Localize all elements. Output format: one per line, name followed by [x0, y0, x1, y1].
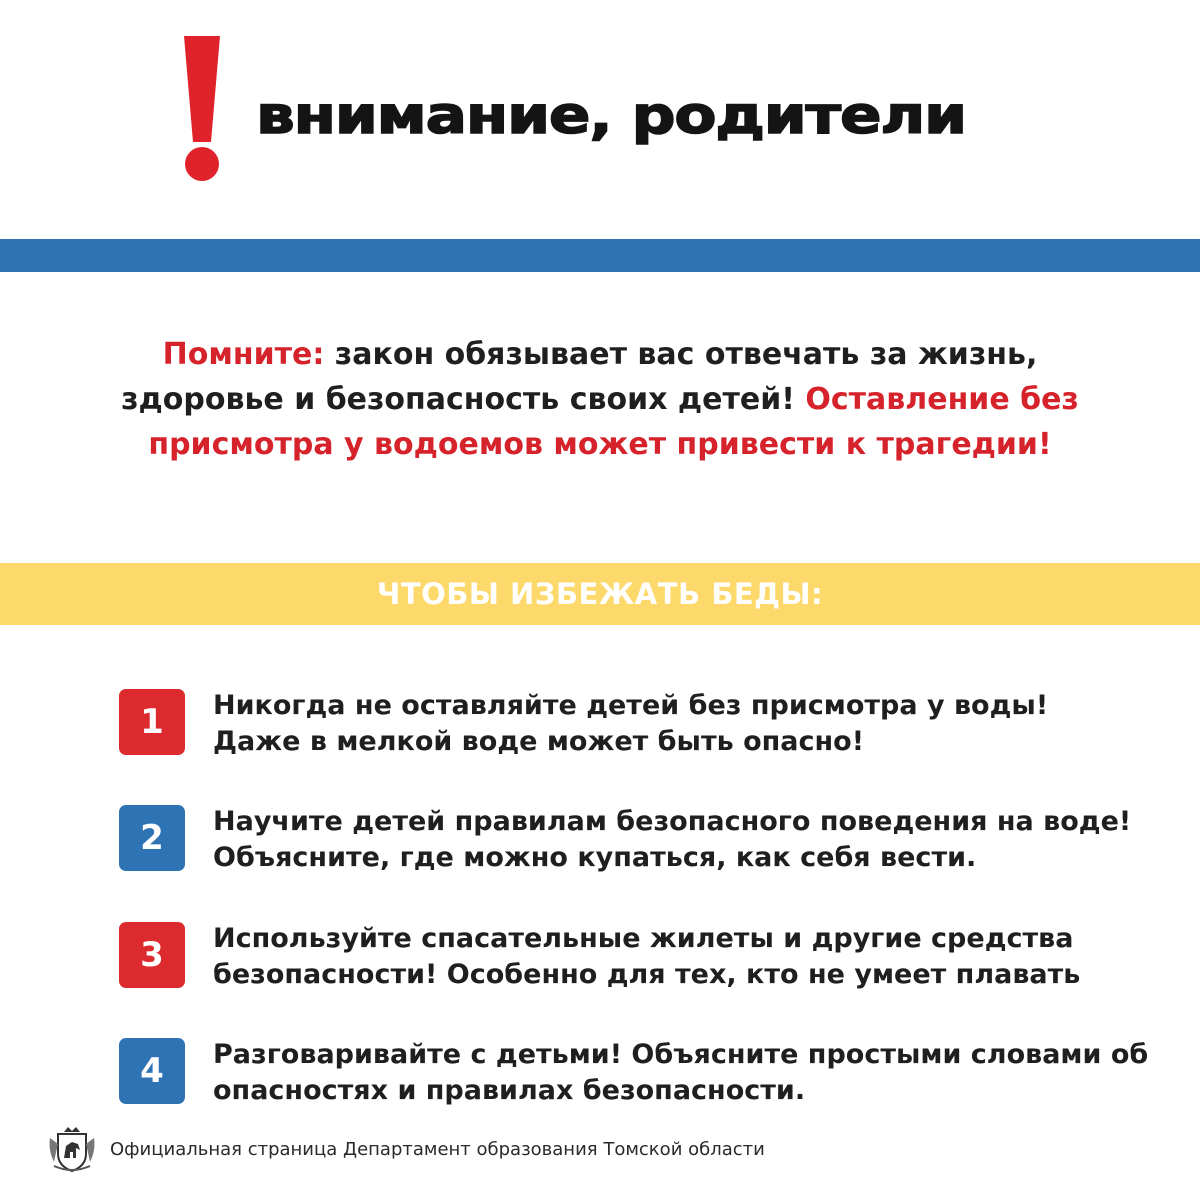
intro-warning: Оставление без присмотра у водоемов может привести к трагедии!	[148, 382, 1079, 462]
section-banner-label: ЧТОБЫ ИЗБЕЖАТЬ БЕДЫ:	[376, 577, 824, 611]
item-line: Разговаривайте с детьми! Объясните простыми словами об	[213, 1039, 1149, 1070]
blue-divider	[0, 239, 1200, 272]
list-item	[119, 688, 1179, 760]
item-line: Объясните, где можно купаться, как себя вести.	[213, 842, 977, 873]
item-number-badge: 1	[119, 689, 185, 755]
item-line: Даже в мелкой воде может быть опасно!	[213, 726, 865, 757]
item-number-badge: 4	[119, 1038, 185, 1104]
exclamation-icon	[180, 34, 224, 184]
item-number-badge: 2	[119, 805, 185, 871]
section-banner	[0, 563, 1200, 625]
item-line: Никогда не оставляйте детей без присмотра у воды!	[213, 690, 1049, 721]
list-item	[119, 1037, 1179, 1109]
item-text	[213, 1037, 1148, 1109]
footer	[46, 1124, 765, 1174]
item-text	[213, 688, 1048, 760]
intro-paragraph	[100, 332, 1100, 467]
item-line: Научите детей правилам безопасного поведения на воде!	[213, 806, 1132, 837]
page-title: внимание, родители	[256, 86, 966, 146]
item-text	[213, 804, 1131, 876]
item-number-badge: 3	[119, 922, 185, 988]
list-item	[119, 804, 1179, 876]
footer-text: Официальная страница Департамент образования Томской области	[110, 1138, 765, 1160]
item-line: Используйте спасательные жилеты и другие средства	[213, 923, 1074, 954]
item-line: безопасности! Особенно для тех, кто не умеет плавать	[213, 959, 1081, 990]
intro-lead: Помните:	[162, 337, 325, 372]
list-item	[119, 921, 1179, 993]
intro-text: закон обязывает вас отвечать за жизнь, здоровье и безопасность своих детей!	[121, 337, 1038, 417]
item-line: опасностях и правилах безопасности.	[213, 1075, 806, 1106]
tomsk-coat-of-arms-icon	[46, 1124, 98, 1174]
item-text	[213, 921, 1080, 993]
